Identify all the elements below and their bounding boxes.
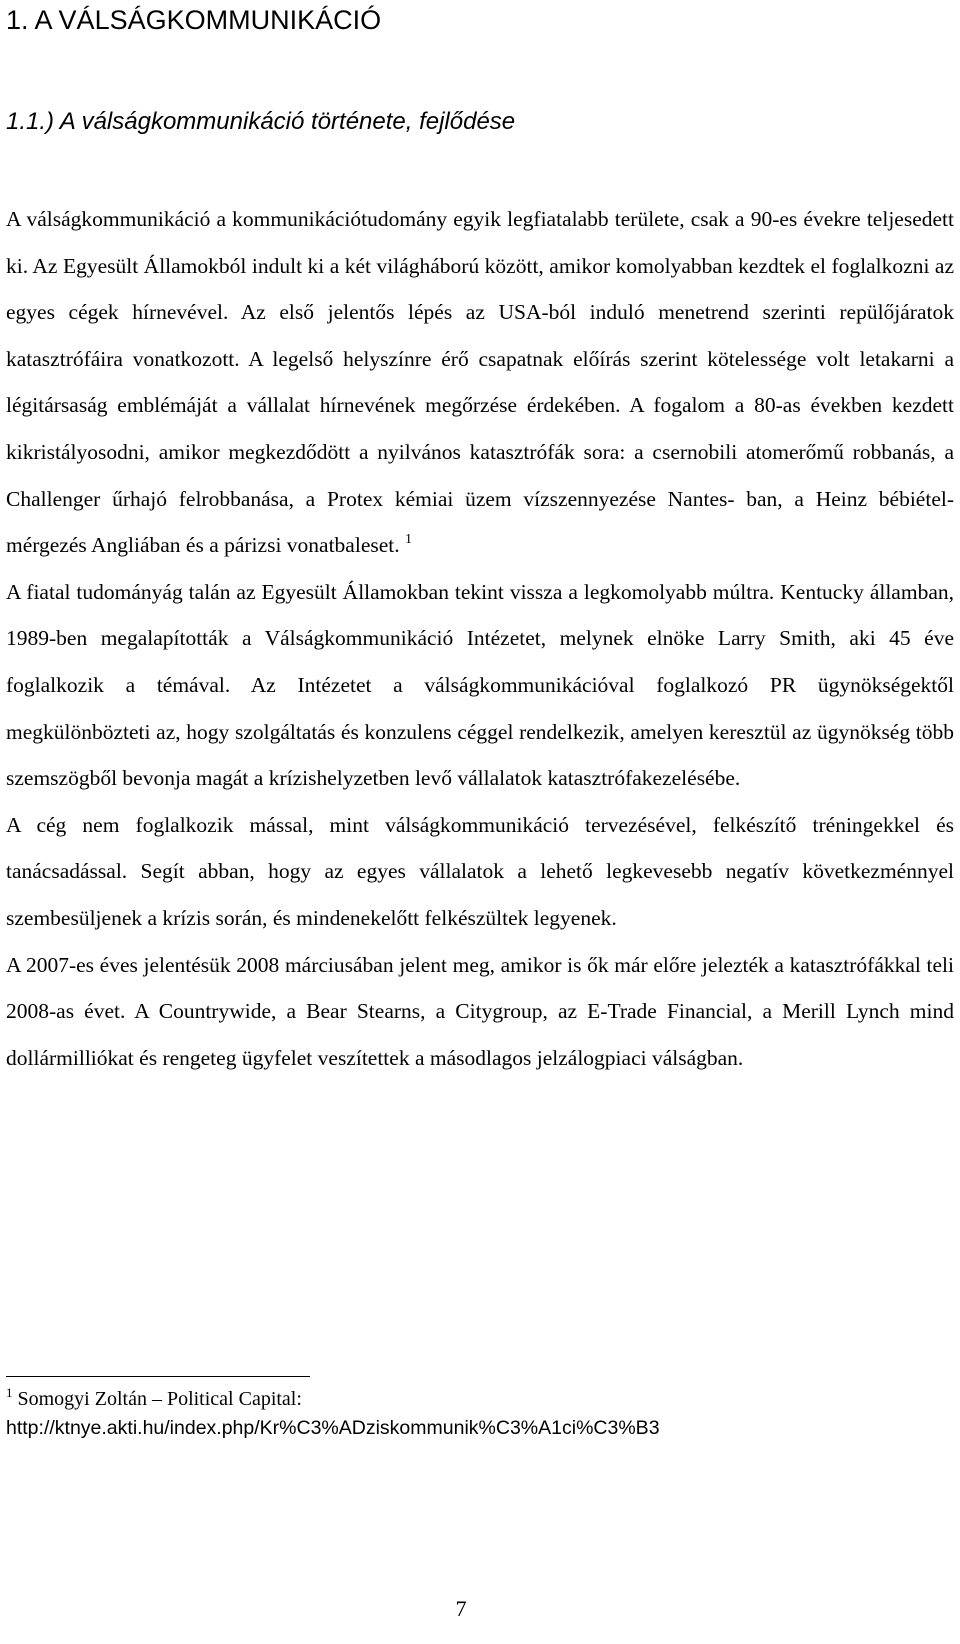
- paragraph: [6, 196, 954, 569]
- chapter-title: 1. A VÁLSÁGKOMMUNIKÁCIÓ: [6, 5, 382, 35]
- section-title: 1.1.) A válságkommunikáció története, fejlődése: [6, 108, 516, 135]
- paragraph-text: A válságkommunikáció a kommunikációtudomány egyik legfiatalabb területe, csak a 90-es évekre teljesedett ki. Az Egyesült Államokból indult ki a két világháború között, amikor komolyabban kezdtek el foglalkozni az egyes cégek hírnevével. Az első jelentős lépés az USA-ból induló menetrend szerinti repülőjáratok katasztrófáira vonatkozott. A legelső helyszínre érő csapatnak előírás szerint kötelessége volt letakarni a légitársaság emblémáját a vállalat hírnevének megőrzése érdekében. A fogalom a 80-as években kezdett kikristályosodni, amikor megkezdődött a nyilvános katasztrófák sora: a csernobili atomerőmű robbanás, a Challenger űrhajó felrobbanása, a Protex kémiai üzem vízszennyezése Nantes- ban, a Heinz bébiétel-mérgezés Angliában és a párizsi vonatbaleset.: [6, 207, 954, 558]
- footnote: [6, 1385, 302, 1413]
- footnote-url-link[interactable]: http://ktnye.akti.hu/index.php/Kr%C3%ADziskommunik%C3%A1ci%C3%B3: [6, 1417, 660, 1439]
- footnote-number: 1: [6, 1385, 13, 1400]
- paragraph: A fiatal tudományág talán az Egyesült Államokban tekint vissza a legkomolyabb múltra. Kentucky államban, 1989-ben megalapították a Válságkommunikáció Intézetet, melynek elnöke Larry Smith, aki 45 éve foglalkozik a témával. Az Intézetet a válságkommunikációval foglalkozó PR ügynökségektől megkülönbözteti az, hogy szolgáltatás és konzulens céggel rendelkezik, amelyen keresztül az ügynökség több szemszögből bevonja magát a krízishelyzetben levő vállalatok katasztrófakezelésébe.: [6, 579, 954, 791]
- footnote-divider: [6, 1376, 310, 1377]
- paragraph: A 2007-es éves jelentésük 2008 márciusában jelent meg, amikor is ők már előre jelezték a katasztrófákkal teli 2008-as évet. A Countrywide, a Bear Stearns, a Citygroup, az E-Trade Financial, a Merill Lynch mind dollármilliókat és rengeteg ügyfelet veszítettek a másodlagos jelzálogpiaci válságban.: [6, 952, 954, 1070]
- footnote-source: Somogyi Zoltán – Political Capital:: [17, 1388, 302, 1410]
- page-number: 7: [455, 1596, 467, 1621]
- body-text: [6, 196, 954, 1081]
- paragraph: A cég nem foglalkozik mással, mint válságkommunikáció tervezésével, felkészítő tréningekkel és tanácsadással. Segít abban, hogy az egyes vállalatok a lehető legkevesebb negatív következménnyel szembesüljenek a krízis során, és mindenekelőtt felkészültek legyenek.: [6, 812, 954, 930]
- footnote-reference[interactable]: 1: [405, 532, 412, 548]
